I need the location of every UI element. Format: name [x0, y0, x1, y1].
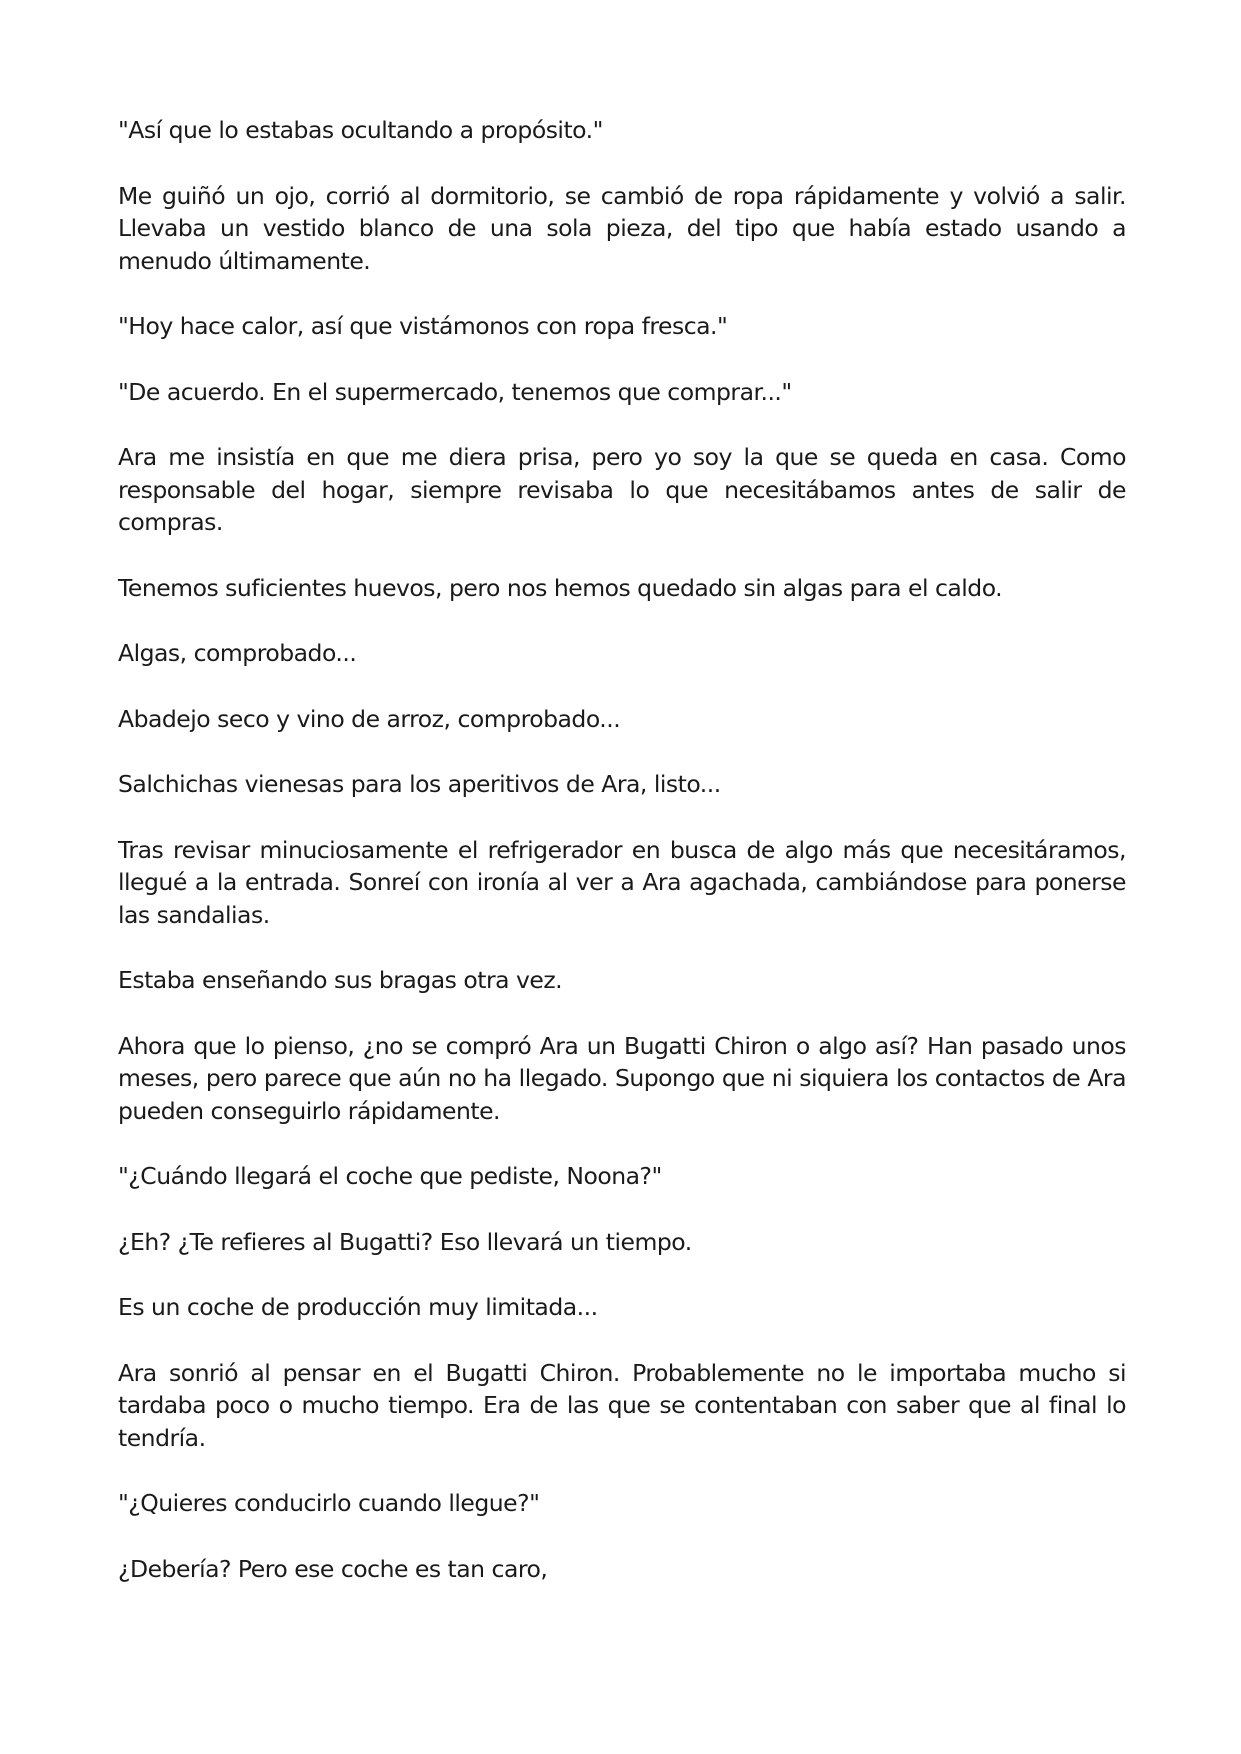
- paragraph: "¿Quieres conducirlo cuando llegue?": [118, 1489, 540, 1517]
- paragraph: Algas, comprobado...: [118, 639, 357, 667]
- paragraph: Estaba enseñando sus bragas otra vez.: [118, 966, 563, 994]
- paragraph: ¿Eh? ¿Te refieres al Bugatti? Eso llevará un tiempo.: [118, 1227, 692, 1256]
- paragraph: Ara sonrió al pensar en el Bugatti Chiron. Probablemente no le importaba mucho si tardaba poco o mucho tiempo. Era de las que se contentaban con saber que al final lo tendría.: [118, 1358, 1126, 1452]
- paragraph: Salchichas vienesas para los aperitivos de Ara, listo...: [118, 770, 721, 798]
- paragraph: ¿Debería? Pero ese coche es tan caro,: [118, 1554, 548, 1583]
- paragraph: Me guiñó un ojo, corrió al dormitorio, se cambió de ropa rápidamente y volvió a salir. Llevaba un vestido blanco de una sola pieza, del tipo que había estado usando a menudo últimamente.: [118, 181, 1126, 275]
- paragraph: "De acuerdo. En el supermercado, tenemos que comprar...": [118, 377, 792, 406]
- paragraph: Es un coche de producción muy limitada...: [118, 1293, 598, 1321]
- paragraph: "¿Cuándo llegará el coche que pediste, Noona?": [118, 1162, 662, 1190]
- paragraph: Tras revisar minuciosamente el refrigerador en busca de algo más que necesitáramos, llegué a la entrada. Sonreí con ironía al ver a Ara agachada, cambiándose para ponerse las sandalias.: [118, 835, 1126, 929]
- paragraph: "Así que lo estabas ocultando a propósito.": [118, 116, 603, 144]
- text-body: [118, 114, 1126, 1618]
- paragraph: "Hoy hace calor, así que vistámonos con ropa fresca.": [118, 312, 728, 340]
- paragraph: Tenemos suficientes huevos, pero nos hemos quedado sin algas para el caldo.: [118, 573, 1003, 602]
- paragraph: Abadejo seco y vino de arroz, comprobado...: [118, 704, 621, 733]
- paragraph: Ara me insistía en que me diera prisa, pero yo soy la que se queda en casa. Como responsable del hogar, siempre revisaba lo que necesitábamos antes de salir de compras.: [118, 443, 1126, 536]
- paragraph: Ahora que lo pienso, ¿no se compró Ara un Bugatti Chiron o algo así? Han pasado unos meses, pero parece que aún no ha llegado. Supongo que ni siquiera los contactos de Ara pueden conseguirlo rápidamente.: [118, 1031, 1126, 1125]
